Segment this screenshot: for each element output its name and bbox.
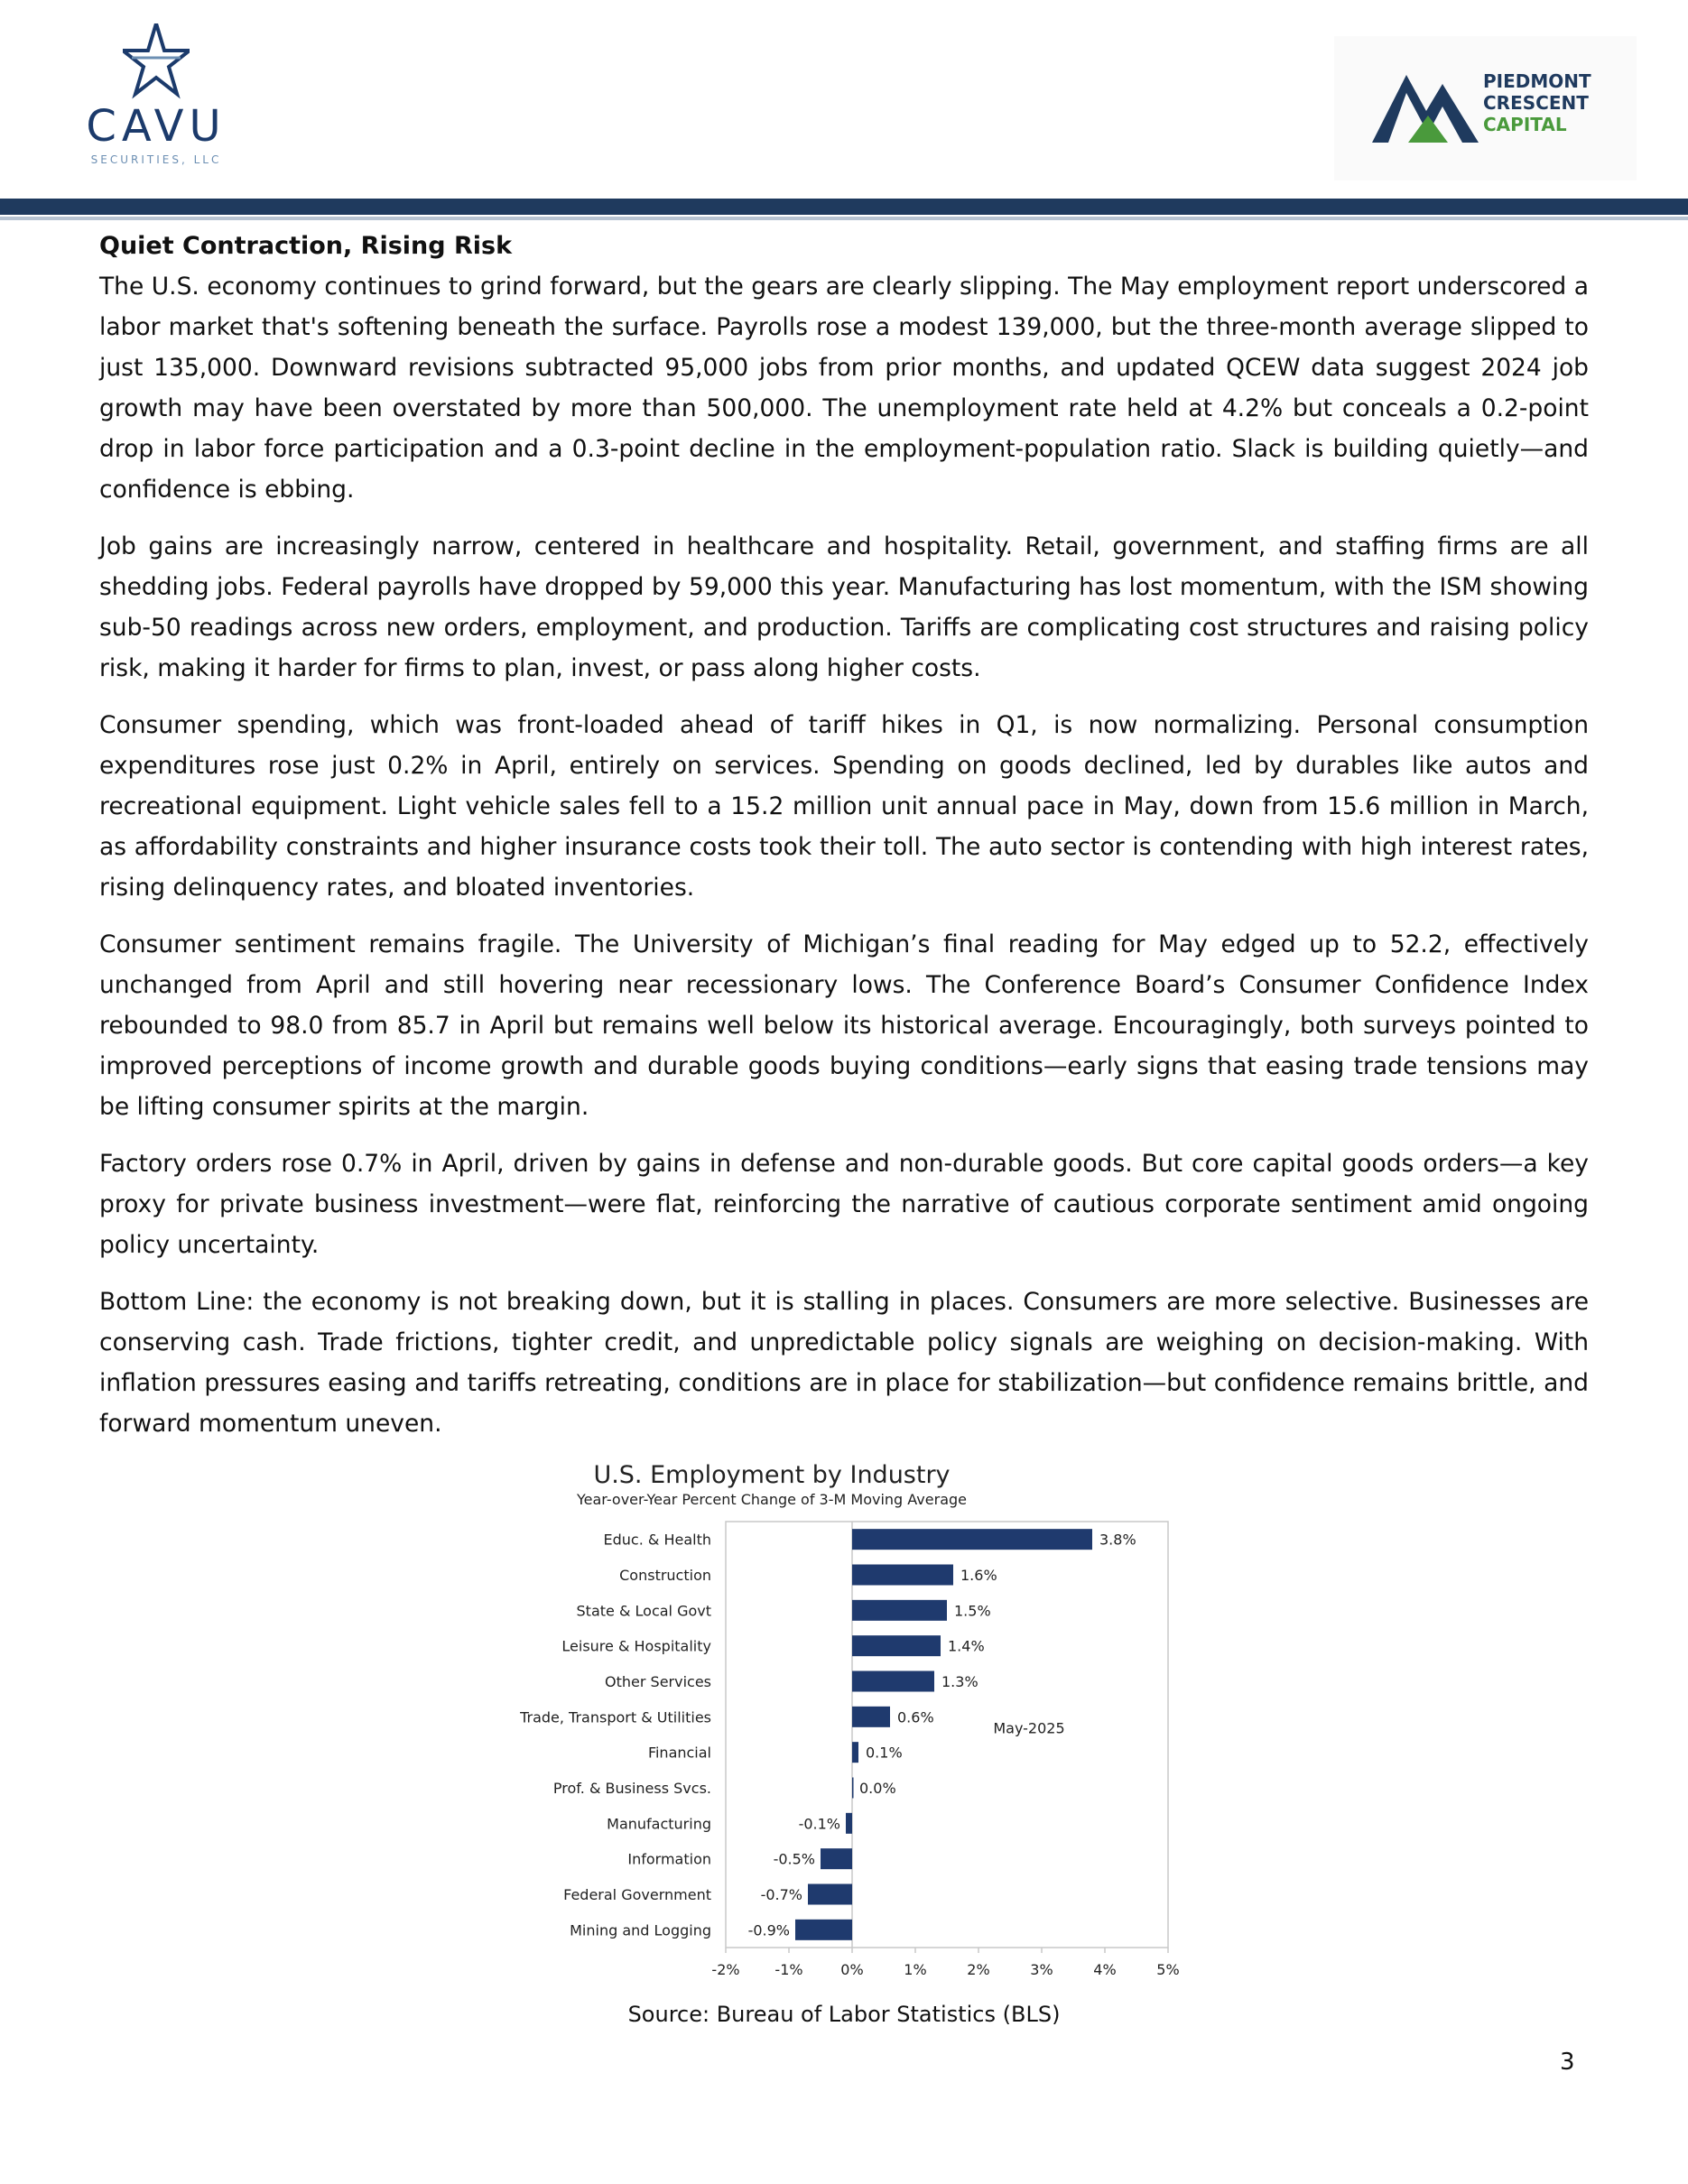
x-tick-label: 2% bbox=[967, 1961, 990, 1978]
piedmont-crescent-logo bbox=[1334, 36, 1637, 180]
paragraph: Bottom Line: the economy is not breaking down, but it is stalling in places. Consumers are more selective. Businesses are conserving cash. Trade frictions, tighter credit, and unpredictable policy signals are weighing on decision-making. With inflation pressures easing and tariffs retreating, conditions are in place for stabilization—but confidence remains brittle, and forward momentum uneven. bbox=[99, 1288, 1589, 1438]
x-tick-label: 5% bbox=[1156, 1961, 1180, 1978]
employment-chart bbox=[487, 1453, 1201, 2031]
bar bbox=[852, 1742, 858, 1763]
data-label: -0.1% bbox=[798, 1815, 840, 1833]
category-label: Educ. & Health bbox=[603, 1531, 711, 1549]
paragraph: Consumer sentiment remains fragile. The University of Michigan’s final reading for May edged up to 52.2, effectively unchanged from April and still hovering near recessionary lows. The Conference Board’s Consumer Confidence Index rebounded to 98.0 from 85.7 in April but remains well below its historical average. Encouragingly, both surveys pointed to improved perceptions of income growth and durable goods buying conditions—early signs that easing trade tensions may be lifting consumer spirits at the margin. bbox=[99, 930, 1589, 1121]
category-label: Mining and Logging bbox=[570, 1921, 711, 1939]
category-label: Construction bbox=[619, 1567, 711, 1584]
bar bbox=[852, 1778, 854, 1799]
data-label: 1.6% bbox=[960, 1567, 997, 1584]
category-label: Financial bbox=[647, 1744, 711, 1762]
bar bbox=[852, 1565, 953, 1586]
x-tick-label: 1% bbox=[904, 1961, 927, 1978]
data-label: 1.3% bbox=[941, 1673, 978, 1690]
cavu-logo bbox=[79, 23, 233, 168]
article bbox=[99, 226, 1589, 1460]
category-label: Other Services bbox=[605, 1673, 711, 1690]
data-label: -0.9% bbox=[747, 1921, 790, 1939]
chart-source: Source: Bureau of Labor Statistics (BLS) bbox=[627, 2002, 1061, 2027]
x-tick-label: -1% bbox=[774, 1961, 803, 1978]
bar bbox=[846, 1813, 852, 1834]
category-label: Federal Government bbox=[563, 1886, 711, 1903]
chart-subtitle: Year-over-Year Percent Change of 3-M Moving Average bbox=[577, 1491, 967, 1508]
bar bbox=[852, 1671, 934, 1692]
mountain-icon bbox=[1372, 70, 1479, 143]
chart-svg bbox=[487, 1453, 1201, 2031]
data-label: 3.8% bbox=[1099, 1531, 1136, 1549]
bar bbox=[852, 1529, 1092, 1550]
x-tick-label: -2% bbox=[711, 1961, 740, 1978]
header-rule-accent bbox=[0, 217, 1688, 220]
category-label: Manufacturing bbox=[607, 1815, 711, 1833]
paragraph: Factory orders rose 0.7% in April, driven by gains in defense and non-durable goods. But core capital goods orders—a key proxy for private business investment—were flat, reinforcing the narrative of cautious corporate sentiment amid ongoing policy uncertainty. bbox=[99, 1150, 1589, 1259]
x-tick-label: 0% bbox=[840, 1961, 864, 1978]
data-label: 1.4% bbox=[948, 1637, 985, 1655]
logo-line-3: CAPITAL bbox=[1483, 114, 1567, 135]
paragraph: Job gains are increasingly narrow, centered in healthcare and hospitality. Retail, government, and staffing firms are all shedding jobs. Federal payrolls have dropped by 59,000 this year. Manufacturing has lost momentum, with the ISM showing sub-50 readings across new orders, employment, and production. Tariffs are complicating cost structures and raising policy risk, making it harder for firms to plan, invest, or pass along higher costs. bbox=[99, 532, 1589, 682]
logo-line-1: PIEDMONT bbox=[1483, 70, 1591, 92]
bar bbox=[795, 1920, 852, 1940]
category-label: Trade, Transport & Utilities bbox=[520, 1708, 711, 1726]
bar bbox=[852, 1635, 941, 1656]
data-label: 1.5% bbox=[954, 1602, 991, 1620]
header-rule bbox=[0, 199, 1688, 215]
x-tick-label: 3% bbox=[1030, 1961, 1053, 1978]
category-label: State & Local Govt bbox=[576, 1602, 711, 1620]
data-label: 0.1% bbox=[866, 1744, 903, 1762]
category-label: Leisure & Hospitality bbox=[561, 1637, 711, 1655]
chart-annotation: May-2025 bbox=[993, 1719, 1065, 1737]
bar bbox=[808, 1884, 852, 1905]
data-label: 0.0% bbox=[859, 1780, 896, 1797]
star-icon bbox=[123, 23, 190, 99]
bar bbox=[852, 1600, 947, 1621]
x-tick-label: 4% bbox=[1093, 1961, 1117, 1978]
bar bbox=[852, 1707, 890, 1727]
data-label: -0.5% bbox=[773, 1850, 815, 1868]
cavu-name: CAVU bbox=[86, 101, 227, 152]
category-label: Prof. & Business Svcs. bbox=[552, 1780, 711, 1797]
data-label: 0.6% bbox=[897, 1708, 934, 1726]
plot-frame bbox=[726, 1522, 1168, 1948]
chart-title: U.S. Employment by Industry bbox=[593, 1461, 951, 1489]
bar bbox=[821, 1848, 852, 1869]
article-title: Quiet Contraction, Rising Risk bbox=[99, 232, 513, 260]
data-label: -0.7% bbox=[760, 1886, 802, 1903]
cavu-subtitle: SECURITIES, LLC bbox=[90, 153, 222, 166]
category-label: Information bbox=[627, 1850, 711, 1868]
paragraph: The U.S. economy continues to grind forward, but the gears are clearly slipping. The May employment report underscored a labor market that's softening beneath the surface. Payrolls rose a modest 139,000, but the three-month average slipped to just 135,000. Downward revisions subtracted 95,000 jobs from prior months, and updated QCEW data suggest 2024 job growth may have been overstated by more than 500,000. The unemployment rate held at 4.2% but conceals a 0.2-point drop in labor force participation and a 0.3-point decline in the employment-population ratio. Slack is building quietly—and confidence is ebbing. bbox=[99, 273, 1589, 504]
page-number: 3 bbox=[1560, 2049, 1575, 2076]
paragraph: Consumer spending, which was front-loaded ahead of tariff hikes in Q1, is now normalizing. Personal consumption expenditures rose just 0.2% in April, entirely on services. Spending on goods declined, led by durables like autos and recreational equipment. Light vehicle sales fell to a 15.2 million unit annual pace in May, down from 15.6 million in March, as affordability constraints and higher insurance costs took their toll. The auto sector is contending with high interest rates, rising delinquency rates, and bloated inventories. bbox=[99, 711, 1589, 902]
logo-line-2: CRESCENT bbox=[1483, 92, 1589, 114]
